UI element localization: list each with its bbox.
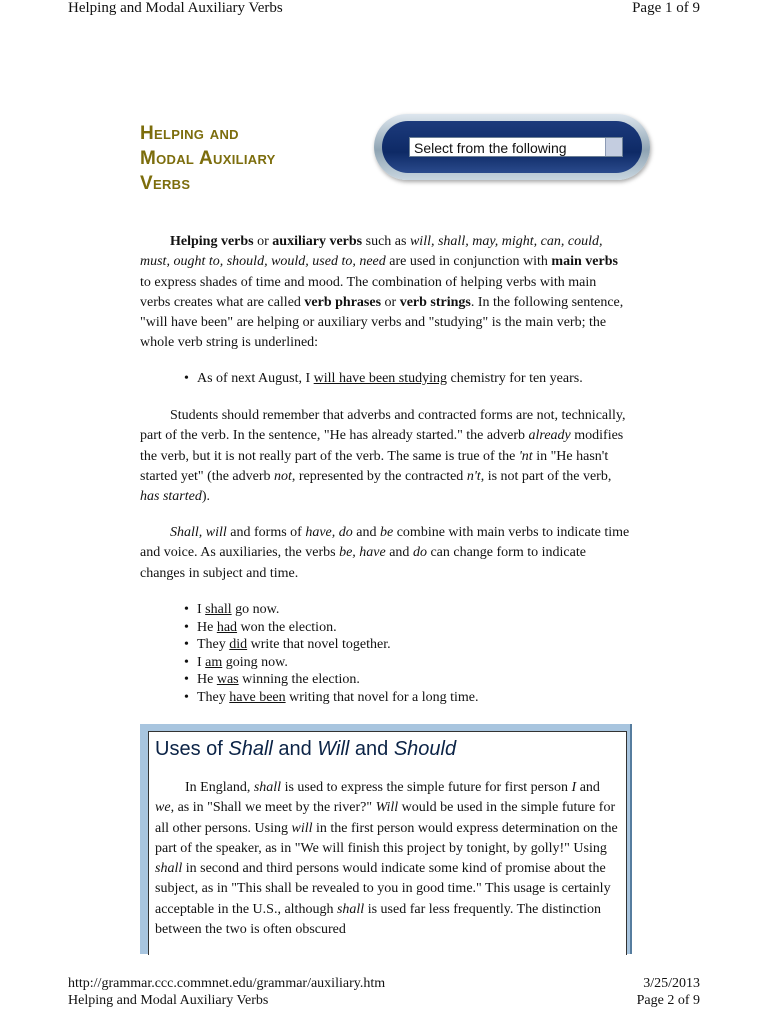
title-line-3: Verbs (140, 173, 191, 194)
list-item: • They did write that novel together. (197, 636, 478, 654)
header-page-number: Page 1 of 9 (632, 0, 700, 16)
shall-will-should-box (148, 731, 627, 955)
topic-select-frame (382, 121, 642, 173)
auxiliary-example-list (197, 601, 478, 707)
example-sentence-list (197, 370, 583, 388)
term-helping-verbs: Helping verbs (170, 234, 254, 249)
box-paragraph: In England, shall is used to express the simple future for first person I and we, as in "Shall we meet by the river?" Will would be used in the simple future for all other persons. Using will in the first person would express determination on the part of the speaker, as in "We will finish this project by tonight, by golly!" Using shall in second and third persons would indicate some kind of promise about the subject, as in "This shall be revealed to you in good time." This usage is certainly acceptable in the U.S., although shall is used far less frequently. The distinction between the two is often obscured (155, 780, 618, 938)
term-auxiliary-verbs: auxiliary verbs (272, 234, 363, 249)
topic-select-label: Select from the following (414, 140, 567, 156)
list-item: • They have been writing that novel for a long time. (197, 689, 478, 707)
list-item: • He had won the election. (197, 619, 478, 637)
auxiliary-verb-list: will, shall, may, might, can, could, must, ought to, should, would, used to, need (140, 234, 603, 270)
term-main-verbs: main verbs (551, 254, 618, 270)
list-item: • I am going now. (197, 654, 478, 672)
intro-paragraph: Helping verbs or auxiliary verbs such as will, shall, may, might, can, could, must, ought to, should, would, used to, need are used in conjunction with main verbs to express shades of time and mood. The combination of helping verbs with main verbs creates what are called verb phrases or verb strings. In the following sentence, "will have been" are helping or auxiliary verbs and "studying" is the main verb; the whole verb string is underlined: (140, 234, 624, 351)
title-line-2: Modal Auxiliary (140, 148, 276, 169)
list-item: • As of next August, I will have been studying chemistry for ten years. (197, 370, 583, 388)
title-line-1: Helping and (140, 123, 239, 144)
shall-will-paragraph: Shall, will and forms of have, do and be combine with main verbs to indicate time and voice. As auxiliaries, the verbs be, have and do can change form to indicate changes in subject and time. (140, 525, 630, 581)
next-page-header-title: Helping and Modal Auxiliary Verbs (68, 993, 269, 1008)
term-verb-strings: verb strings (399, 294, 471, 310)
term-verb-phrases: verb phrases (304, 294, 382, 310)
adverb-paragraph: Students should remember that adverbs and contracted forms are not, technically, part of the verb. In the sentence, "He has already started." the adverb already modifies the verb, but it is not really part of the verb. The same is true of the 'nt in "He hasn't started yet" (the adverb not, represented by the contracted n't, is not part of the verb, has started). (140, 408, 626, 505)
footer-date: 3/25/2013 (643, 976, 700, 991)
page-title (140, 121, 340, 196)
topic-select-dropdown[interactable] (409, 137, 623, 157)
next-page-number: Page 2 of 9 (636, 993, 700, 1008)
list-item: • I shall go now. (197, 601, 478, 619)
box-title: Uses of Shall and Will and Should (155, 738, 457, 760)
underlined-verb-string: will have been studying (313, 371, 448, 386)
dropdown-arrow-icon[interactable] (605, 138, 622, 156)
footer-url[interactable]: http://grammar.ccc.commnet.edu/grammar/auxiliary.htm (68, 976, 386, 991)
list-item: • He was winning the election. (197, 671, 478, 689)
topic-select-widget (374, 114, 650, 180)
header-title: Helping and Modal Auxiliary Verbs (68, 0, 283, 16)
